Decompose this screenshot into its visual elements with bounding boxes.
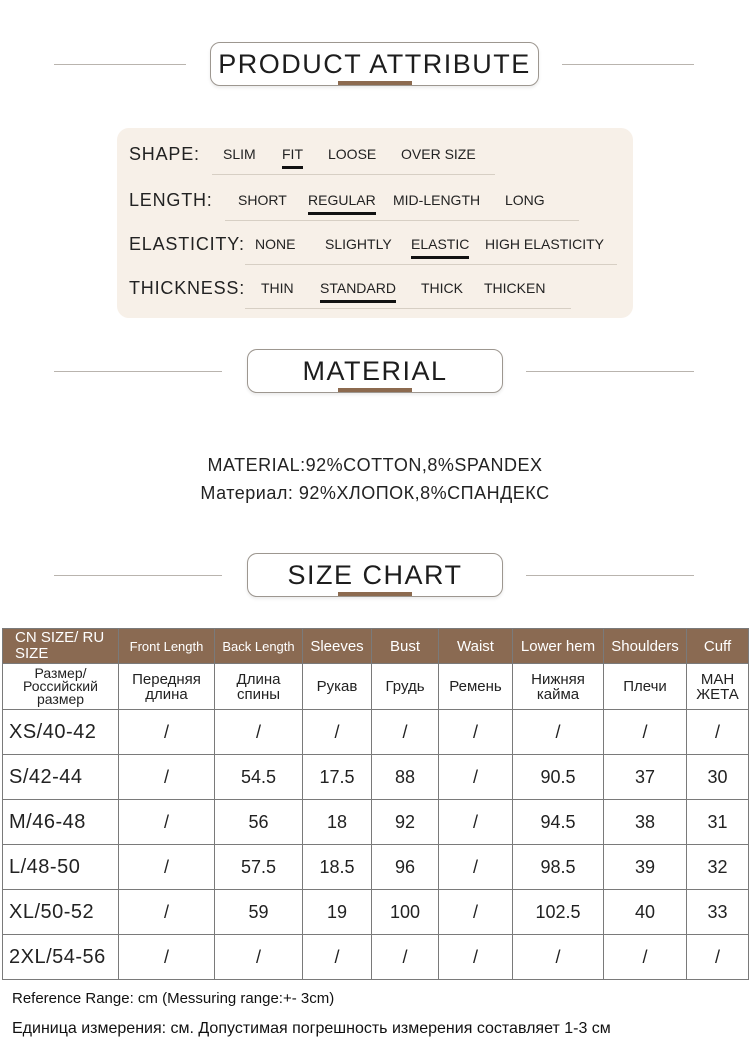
header-cell-ru: Длина спины xyxy=(215,664,303,710)
value-cell: / xyxy=(439,800,513,845)
header-cell-ru: Грудь xyxy=(372,664,439,710)
option-slightly: SLIGHTLY xyxy=(325,236,392,252)
header-cell: Back Length xyxy=(215,629,303,664)
value-cell: 30 xyxy=(687,755,749,800)
section-title-box xyxy=(247,349,503,393)
option-standard-selected: STANDARD xyxy=(320,280,396,296)
value-cell: / xyxy=(439,890,513,935)
value-cell: / xyxy=(513,935,604,980)
header-cell: Shoulders xyxy=(604,629,687,664)
header-cell-ru: МАН ЖЕТА xyxy=(687,664,749,710)
value-cell: / xyxy=(439,710,513,755)
attribute-label: THICKNESS: xyxy=(129,278,246,298)
option-short: SHORT xyxy=(238,192,287,208)
table-header-row-en xyxy=(3,629,749,664)
value-cell: 102.5 xyxy=(513,890,604,935)
option-thick: THICK xyxy=(421,280,463,296)
accent-bar xyxy=(338,592,412,596)
value-cell: / xyxy=(687,710,749,755)
value-cell: / xyxy=(119,710,215,755)
value-cell: / xyxy=(687,935,749,980)
value-cell: / xyxy=(119,800,215,845)
value-cell: / xyxy=(215,710,303,755)
header-cell: Waist xyxy=(439,629,513,664)
value-cell: 57.5 xyxy=(215,845,303,890)
value-cell: / xyxy=(215,935,303,980)
header-cell-ru: Нижняя кайма xyxy=(513,664,604,710)
value-cell: 92 xyxy=(372,800,439,845)
value-cell: / xyxy=(439,755,513,800)
option-loose: LOOSE xyxy=(328,146,377,162)
value-cell: 100 xyxy=(372,890,439,935)
value-cell: 38 xyxy=(604,800,687,845)
value-cell: 88 xyxy=(372,755,439,800)
value-cell: / xyxy=(119,890,215,935)
value-cell: / xyxy=(604,710,687,755)
value-cell: / xyxy=(604,935,687,980)
value-cell: / xyxy=(303,710,372,755)
option-slim: SLIM xyxy=(223,146,256,162)
value-cell: / xyxy=(119,935,215,980)
table-row xyxy=(3,710,749,755)
section-title: SIZE CHART xyxy=(287,559,463,590)
section-title-box xyxy=(247,553,503,597)
table-row xyxy=(3,800,749,845)
header-cell-ru: Размер/ Российский размер xyxy=(3,664,119,710)
header-cell-ru: Рукав xyxy=(303,664,372,710)
value-cell: 40 xyxy=(604,890,687,935)
attribute-label: ELASTICITY: xyxy=(129,234,245,254)
table-row xyxy=(3,890,749,935)
size-cell: XS/40-42 xyxy=(3,710,119,755)
header-cell-ru: Плечи xyxy=(604,664,687,710)
attribute-label: LENGTH: xyxy=(129,190,213,210)
value-cell: / xyxy=(439,935,513,980)
divider-left xyxy=(54,64,186,65)
attribute-row-shape xyxy=(117,140,633,174)
attribute-row-elasticity xyxy=(117,230,633,264)
table-row xyxy=(3,755,749,800)
option-long: LONG xyxy=(505,192,545,208)
size-cell: XL/50-52 xyxy=(3,890,119,935)
value-cell: / xyxy=(372,710,439,755)
section-header-size-chart xyxy=(0,553,750,601)
option-over-size: OVER SIZE xyxy=(401,146,476,162)
header-cell: CN SIZE/ RU SIZE xyxy=(3,629,119,664)
material-english: MATERIAL:92%COTTON,8%SPANDEX xyxy=(207,455,543,475)
option-none: NONE xyxy=(255,236,296,252)
option-elastic-selected: ELASTIC xyxy=(411,236,470,252)
header-cell: Sleeves xyxy=(303,629,372,664)
header-cell: Bust xyxy=(372,629,439,664)
value-cell: / xyxy=(119,755,215,800)
attribute-row-length xyxy=(117,186,633,220)
value-cell: / xyxy=(439,845,513,890)
value-cell: 18 xyxy=(303,800,372,845)
divider-right xyxy=(562,64,694,65)
option-regular-selected: REGULAR xyxy=(308,192,376,208)
table-row xyxy=(3,845,749,890)
option-thin: THIN xyxy=(261,280,294,296)
value-cell: 17.5 xyxy=(303,755,372,800)
value-cell: 94.5 xyxy=(513,800,604,845)
value-cell: 59 xyxy=(215,890,303,935)
attribute-label: SHAPE: xyxy=(129,144,200,164)
table-row xyxy=(3,935,749,980)
option-fit-selected: FIT xyxy=(282,146,303,162)
header-cell-ru: Передняя длина xyxy=(119,664,215,710)
value-cell: 96 xyxy=(372,845,439,890)
option-mid-length: MID-LENGTH xyxy=(393,192,481,208)
value-cell: 39 xyxy=(604,845,687,890)
accent-bar xyxy=(338,388,412,392)
attribute-row-thickness xyxy=(117,274,633,308)
material-russian: Материал: 92%ХЛОПОК,8%СПАНДЕКС xyxy=(200,483,550,503)
section-title: PRODUCT ATTRIBUTE xyxy=(218,48,531,79)
attribute-rule xyxy=(245,308,571,309)
value-cell: 31 xyxy=(687,800,749,845)
value-cell: 33 xyxy=(687,890,749,935)
divider-right xyxy=(526,371,694,372)
size-cell: 2XL/54-56 xyxy=(3,935,119,980)
divider-left xyxy=(54,371,222,372)
size-cell: M/46-48 xyxy=(3,800,119,845)
header-cell: Lower hem xyxy=(513,629,604,664)
footnote-russian: Единица измерения: см. Допустимая погрешность измерения составляет 1-3 см xyxy=(12,1020,611,1037)
attribute-rule xyxy=(212,174,495,175)
value-cell: 56 xyxy=(215,800,303,845)
attribute-rule xyxy=(225,220,579,221)
option-thicken: THICKEN xyxy=(484,280,546,296)
value-cell: 90.5 xyxy=(513,755,604,800)
section-title: MATERIAL xyxy=(302,355,448,386)
section-header-material xyxy=(0,349,750,397)
size-cell: S/42-44 xyxy=(3,755,119,800)
header-cell: Cuff xyxy=(687,629,749,664)
value-cell: / xyxy=(119,845,215,890)
divider-left xyxy=(54,575,222,576)
attribute-rule xyxy=(245,264,617,265)
value-cell: / xyxy=(303,935,372,980)
option-high-elasticity: HIGH ELASTICITY xyxy=(485,236,605,252)
attribute-panel xyxy=(117,128,633,318)
footnote-english: Reference Range: cm (Messuring range:+- 3cm) xyxy=(12,990,335,1007)
header-cell: Front Length xyxy=(119,629,215,664)
table-header-row-ru xyxy=(3,664,749,710)
value-cell: / xyxy=(372,935,439,980)
value-cell: 19 xyxy=(303,890,372,935)
value-cell: 18.5 xyxy=(303,845,372,890)
header-cell-ru: Ремень xyxy=(439,664,513,710)
accent-bar xyxy=(338,81,412,85)
value-cell: / xyxy=(513,710,604,755)
value-cell: 32 xyxy=(687,845,749,890)
divider-right xyxy=(526,575,694,576)
size-cell: L/48-50 xyxy=(3,845,119,890)
section-header-attribute xyxy=(0,42,750,90)
section-title-box xyxy=(210,42,539,86)
value-cell: 54.5 xyxy=(215,755,303,800)
value-cell: 37 xyxy=(604,755,687,800)
size-chart-table xyxy=(2,628,749,980)
value-cell: 98.5 xyxy=(513,845,604,890)
